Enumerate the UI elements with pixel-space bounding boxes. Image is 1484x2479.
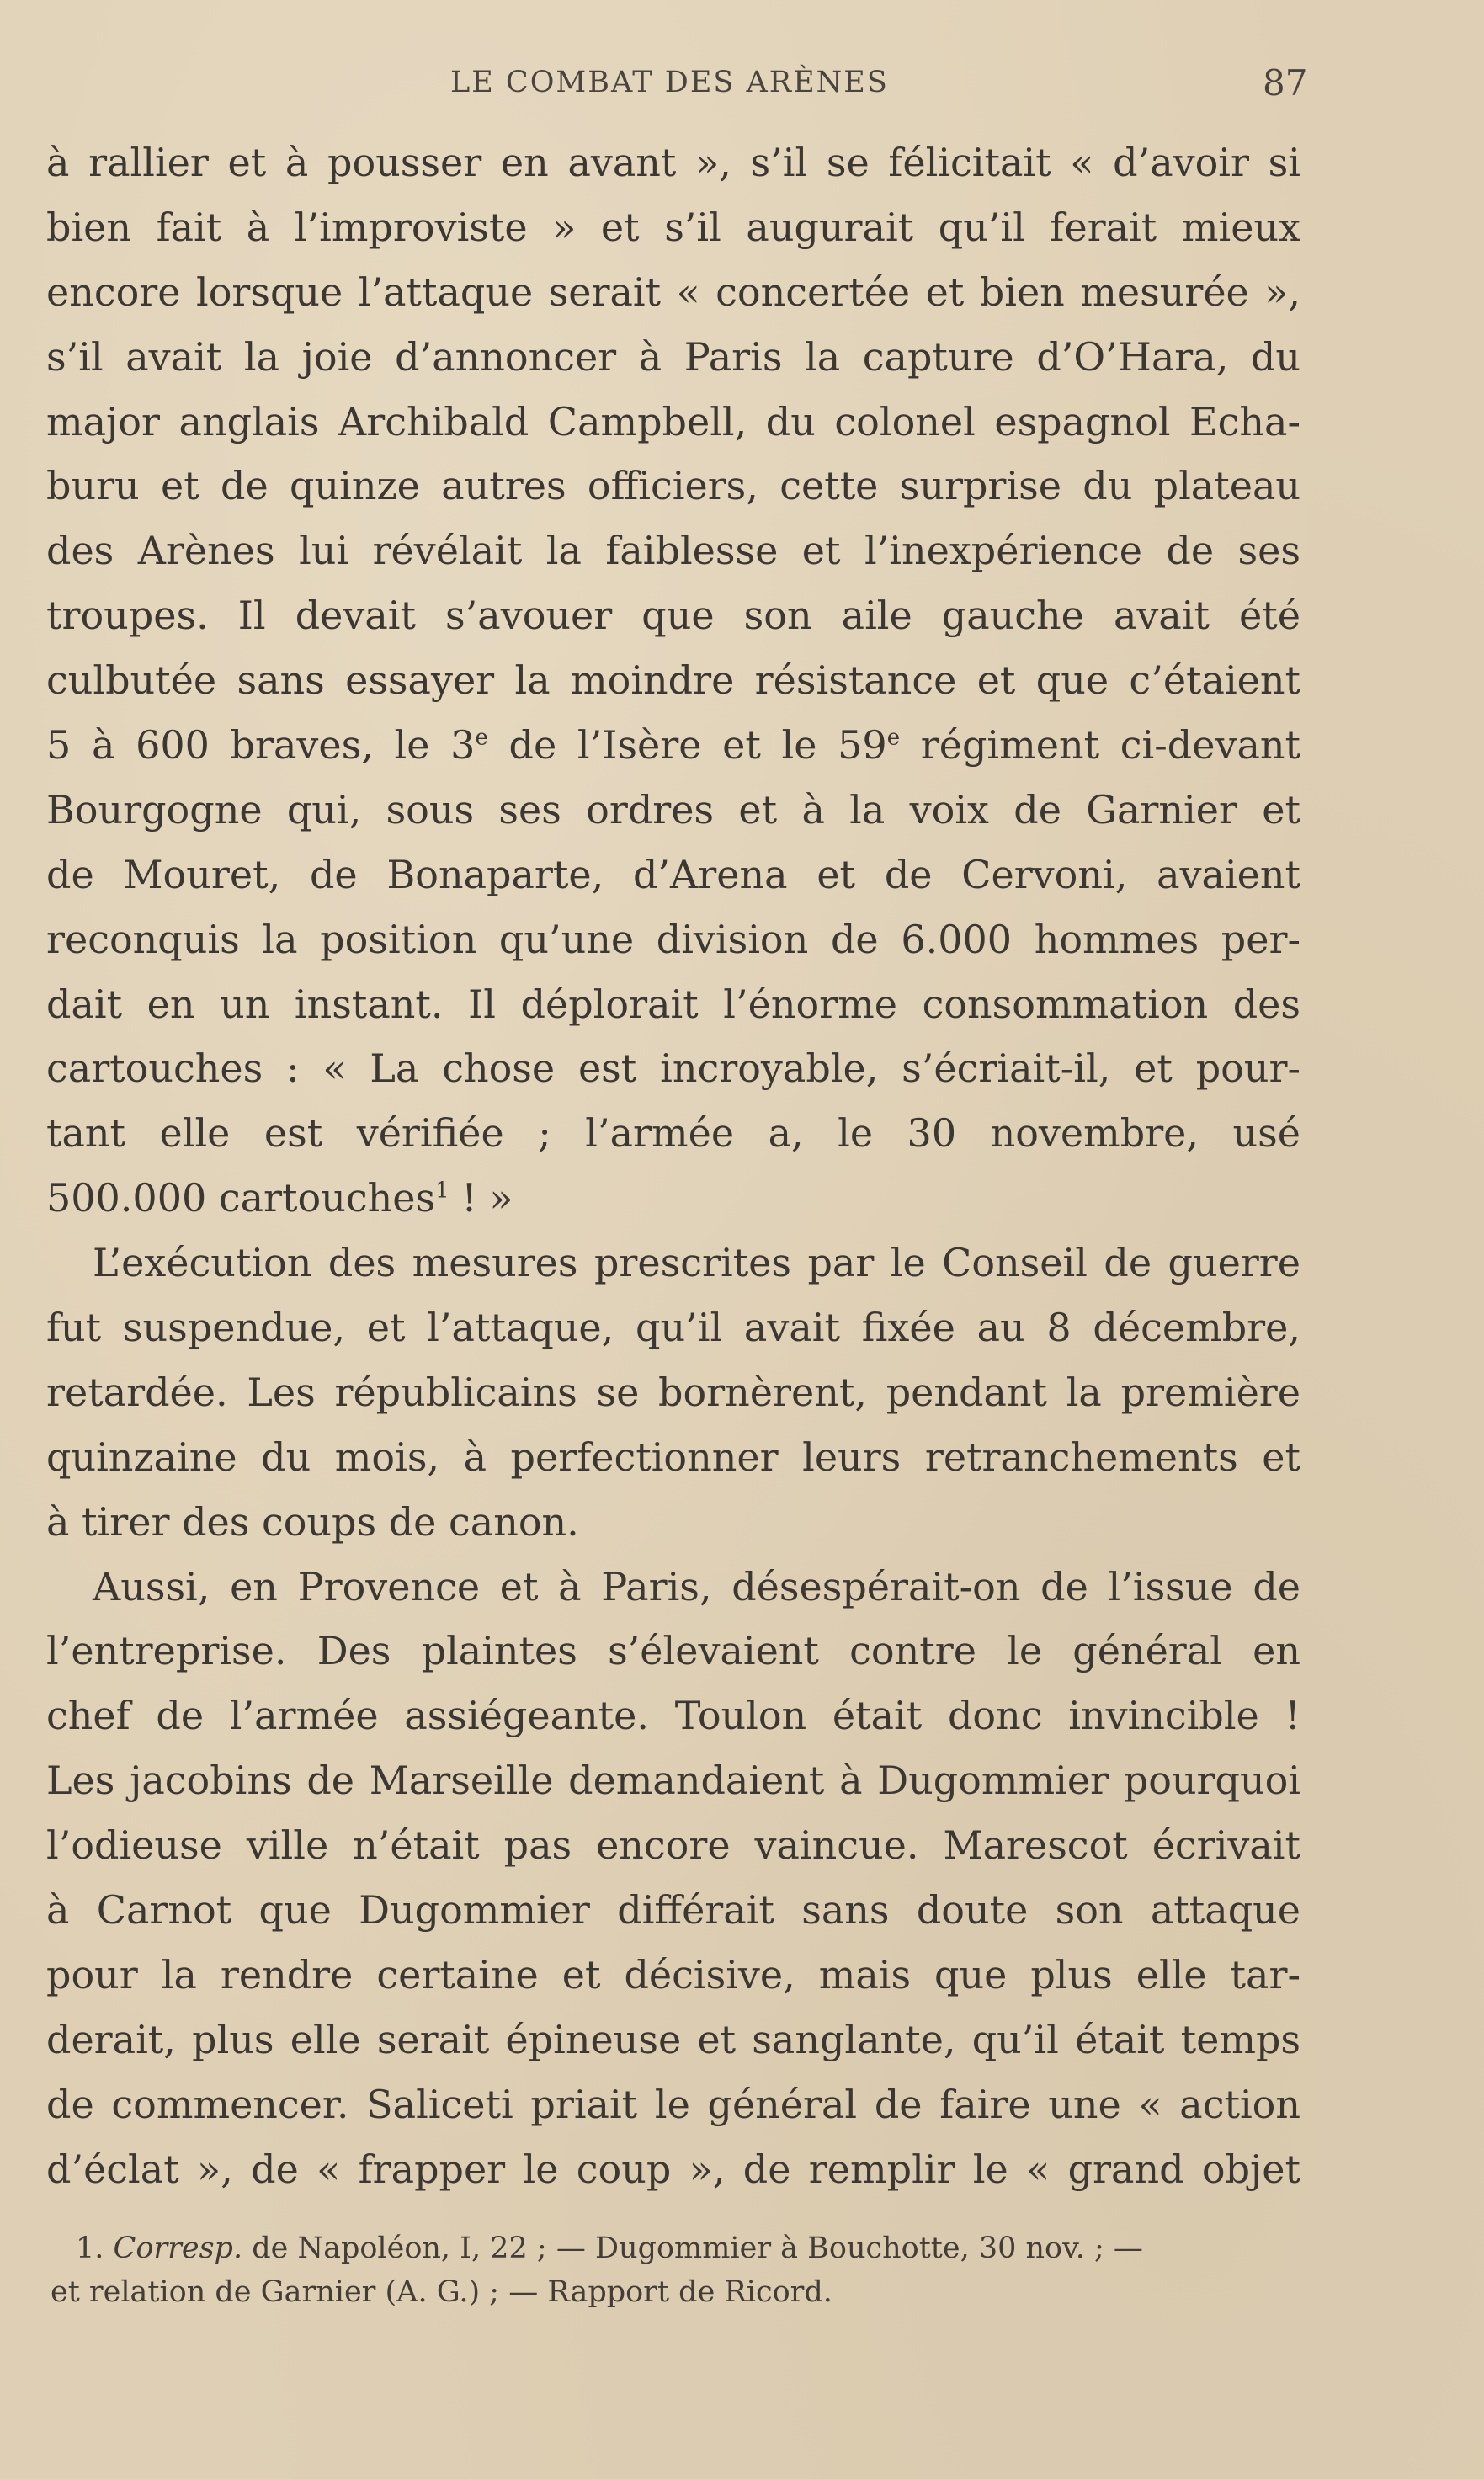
superscript: e	[475, 725, 488, 751]
body-text	[46, 130, 1300, 2202]
text-line: encore lorsque l’attaque serait « concertée et bien mesurée »,	[46, 269, 1300, 315]
footnote-line	[51, 2226, 1305, 2270]
text-line: des Arènes lui révélait la faiblesse et l’inexpérience de ses	[46, 528, 1300, 574]
text-line: Aussi, en Provence et à Paris, désespérait-on de l’issue de	[93, 1563, 1300, 1609]
text-line: de Mouret, de Bonaparte, d’Arena et de Cervoni, avaient	[46, 851, 1300, 897]
text-line: chef de l’armée assiégeante. Toulon était donc invincible !	[46, 1693, 1300, 1739]
text-segment: ! »	[449, 1175, 513, 1221]
text-line: à Carnot que Dugommier différait sans doute son attaque	[46, 1887, 1300, 1934]
superscript: e	[886, 725, 901, 751]
text-segment: de l’Isère et le 59	[487, 722, 887, 769]
text-line: quinzaine du mois, à perfectionner leurs retranchements et	[46, 1434, 1300, 1480]
text-line	[46, 1166, 1300, 1231]
footnotes	[51, 2226, 1305, 2314]
footnote-line: et relation de Garnier (A. G.) ; — Rapport de Ricord.	[51, 2275, 832, 2309]
text-line: de commencer. Saliceti priait le général de faire une « action	[46, 2081, 1300, 2127]
text-line: d’éclat », de « frapper le coup », de remplir le « grand objet	[46, 2146, 1300, 2192]
text-line: s’il avait la joie d’annoncer à Paris la capture d’O’Hara, du	[46, 333, 1300, 380]
text-segment: 500.000 cartouches	[46, 1175, 436, 1221]
running-title: LE COMBAT DES ARÈNES	[450, 66, 889, 99]
text-line: Bourgogne qui, sous ses ordres et à la voix de Garnier et	[46, 786, 1300, 833]
text-line: cartouches : « La chose est incroyable, s’écriait-il, et pour-	[46, 1045, 1300, 1092]
text-segment: 5 à 600 braves, le 3	[46, 722, 476, 769]
text-line: Les jacobins de Marseille demandaient à Dugommier pourquoi	[46, 1758, 1300, 1804]
text-line: l’entreprise. Des plaintes s’élevaient contre le général en	[46, 1628, 1300, 1674]
running-head	[0, 57, 1484, 108]
text-segment: régiment ci-devant	[900, 722, 1300, 769]
footnote-text: de Napoléon, I, 22 ; — Dugommier à Bouchotte, 30 nov. ; —	[242, 2232, 1143, 2265]
text-line: tant elle est vérifiée ; l’armée a, le 30 novembre, usé	[46, 1110, 1300, 1157]
text-line: buru et de quinze autres officiers, cette surprise du plateau	[46, 463, 1300, 509]
text-line: retardée. Les républicains se bornèrent, pendant la première	[46, 1369, 1300, 1415]
text-line: L’exécution des mesures prescrites par le Conseil de guerre	[93, 1240, 1300, 1286]
footnote-number: 1.	[76, 2232, 104, 2265]
page-number: 87	[1263, 62, 1308, 104]
text-line: pour la rendre certaine et décisive, mais que plus elle tar-	[46, 1951, 1300, 1998]
footnote-source: Corresp.	[113, 2232, 243, 2265]
text-line: l’odieuse ville n’était pas encore vaincue. Marescot écrivait	[46, 1822, 1300, 1869]
text-line: dait en un instant. Il déplorait l’énorme consommation des	[46, 981, 1300, 1027]
text-line: fut suspendue, et l’attaque, qu’il avait fixée au 8 décembre,	[46, 1305, 1300, 1351]
text-line: major anglais Archibald Campbell, du colonel espagnol Echa-	[46, 398, 1300, 444]
text-line	[46, 713, 1300, 778]
text-line: à tirer des coups de canon.	[46, 1498, 579, 1545]
text-line: derait, plus elle serait épineuse et sanglante, qu’il était temps	[46, 2016, 1300, 2062]
text-line: troupes. Il devait s’avouer que son aile gauche avait été	[46, 593, 1300, 639]
text-line: culbutée sans essayer la moindre résistance et que c’étaient	[46, 657, 1300, 704]
footnote-marker: 1	[435, 1178, 449, 1204]
text-line: à rallier et à pousser en avant », s’il se félicitait « d’avoir si	[46, 140, 1300, 185]
text-line: bien fait à l’improviste » et s’il augurait qu’il ferait mieux	[46, 204, 1300, 250]
text-line: reconquis la position qu’une division de 6.000 hommes per-	[46, 916, 1300, 962]
